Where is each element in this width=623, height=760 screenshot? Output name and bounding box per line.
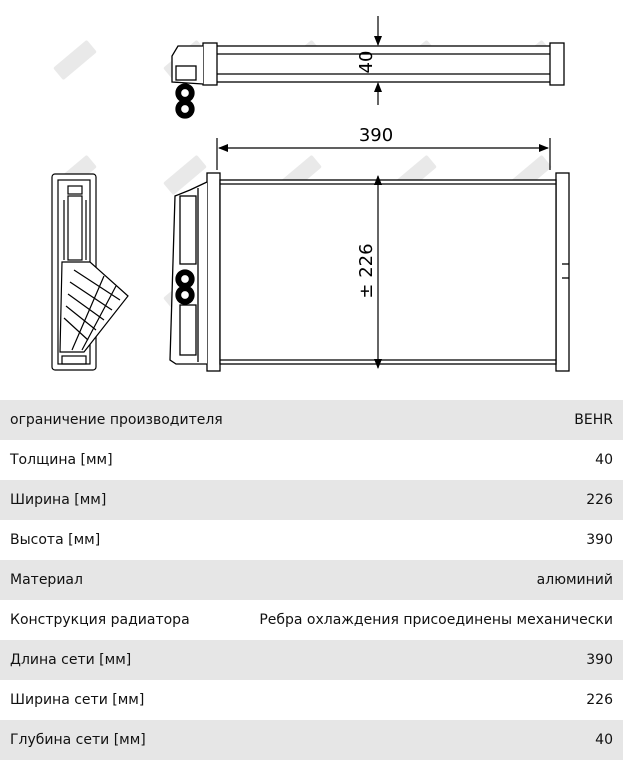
spec-row — [0, 520, 623, 560]
spec-row — [0, 600, 623, 640]
length-label: 390 — [358, 125, 394, 146]
spec-value: BEHR — [574, 412, 613, 428]
spec-row — [0, 640, 623, 680]
spec-row — [0, 400, 623, 440]
spec-value: 390 — [586, 532, 613, 548]
spec-value: 226 — [586, 492, 613, 508]
spec-row — [0, 560, 623, 600]
nrf-watermark — [53, 40, 97, 81]
spec-label: Высота [мм] — [10, 532, 101, 548]
spec-label: Ширина [мм] — [10, 492, 107, 508]
spec-value: Ребра охлаждения присоединены механически — [259, 612, 613, 628]
spec-label: Материал — [10, 572, 83, 588]
spec-row — [0, 720, 623, 760]
spec-row — [0, 480, 623, 520]
spec-label: Конструкция радиатора — [10, 612, 190, 628]
spec-label: ограничение производителя — [10, 412, 223, 428]
specifications-table — [0, 400, 623, 760]
spec-label: Ширина сети [мм] — [10, 692, 145, 708]
spec-value: 226 — [586, 692, 613, 708]
height-label: ± 226 — [356, 243, 377, 299]
side-view — [52, 174, 128, 370]
spec-label: Глубина сети [мм] — [10, 732, 146, 748]
thickness-label: 40 — [356, 50, 377, 74]
spec-label: Толщина [мм] — [10, 452, 113, 468]
spec-value: 40 — [595, 452, 613, 468]
spec-row — [0, 440, 623, 480]
spec-value: 40 — [595, 732, 613, 748]
spec-value: 390 — [586, 652, 613, 668]
spec-label: Длина сети [мм] — [10, 652, 132, 668]
spec-value: алюминий — [536, 572, 613, 588]
spec-row — [0, 680, 623, 720]
